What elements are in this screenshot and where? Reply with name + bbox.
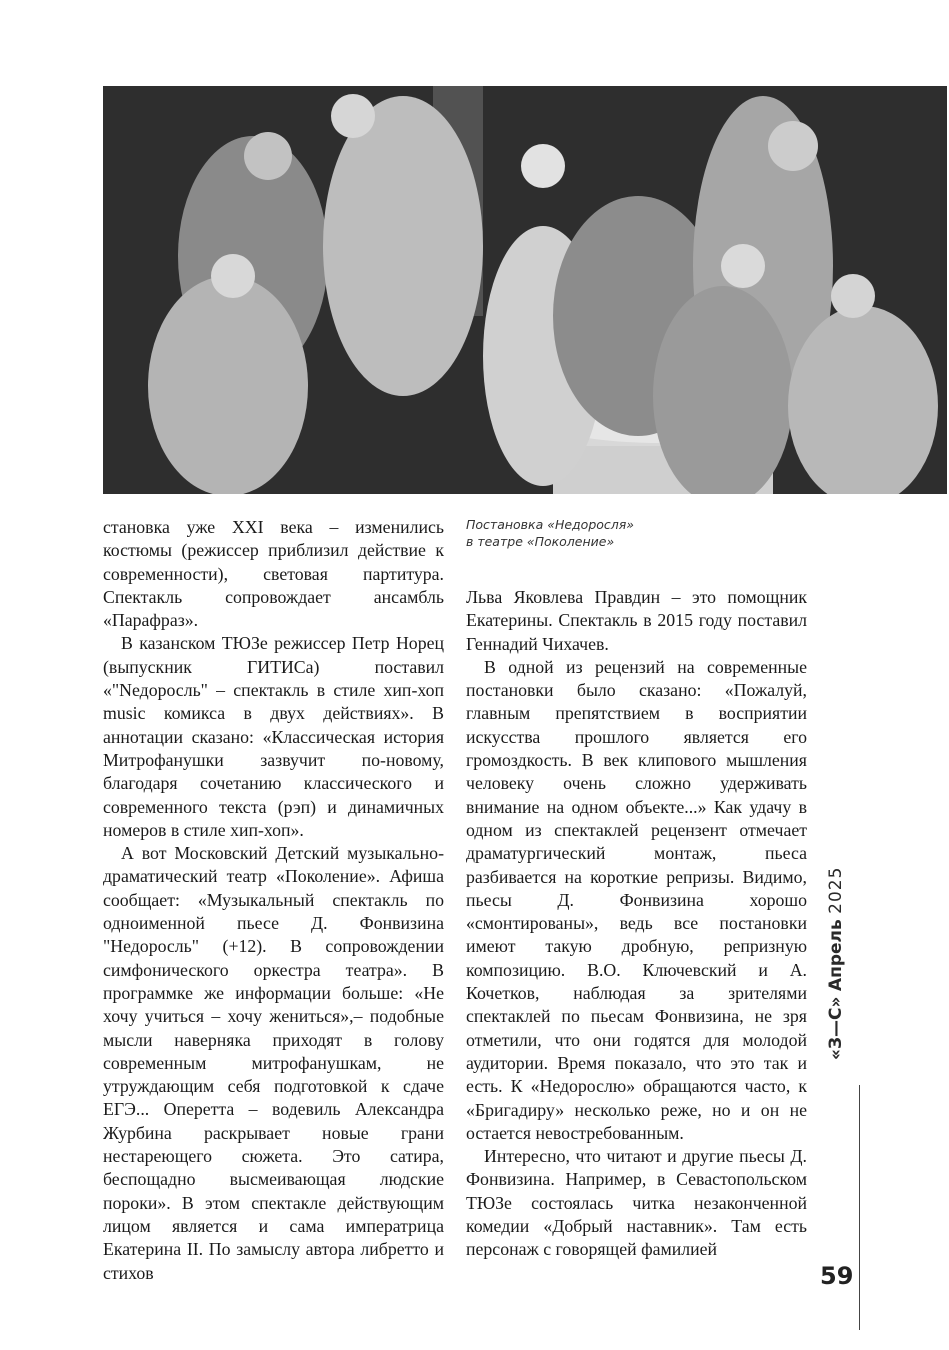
issue-month: Апрель <box>826 919 846 992</box>
left-text-column <box>103 516 444 1285</box>
photo-illustration <box>103 86 947 494</box>
theatre-photo <box>103 86 947 494</box>
paragraph: Льва Яковлева Правдин – это помощник Екатерины. Спектакль в 2015 году поставил Геннадий Чихачев. <box>466 587 807 654</box>
page-number: 59 <box>820 1262 854 1290</box>
caption-line-2: в театре «Поколение» <box>466 534 615 549</box>
photo-caption <box>466 516 726 550</box>
paragraph: А вот Московский Детский музыкально-драматический театр «Поколение». Афиша сообщает: «Музыкальный спектакль по одноименной пьесе Д. Фонвизина "Недоросль" (+12). В сопровождении симфонического оркестра театра». В программке же информации больше: «Не хочу учиться – хочу жениться»,– подобные мысли наверняка приходят в голову современным митрофанушкам, не утруждающим себя подготовкой к сдаче ЕГЭ... Оперетта – водевиль Александра Журбина раскрывает новые грани нестареющего сюжета. Это сатира, беспощадно высмеивающая людские пороки». В этом спектакле действующим лицом является и сама императрица Екатерина II. По замыслу автора либретто и стихов <box>103 843 444 1283</box>
paragraph: В казанском ТЮЗе режиссер Петр Норец (выпускник ГИТИСа) поставил «"Nедоросль" – спектакль в стиле хип-хоп music комикса в двух действиях». В аннотации сказано: «Классическая история Митрофанушки зазвучит по-новому, благодаря сочетанию классического и современного текста (рэп) и динамичных номеров в стиле хип-хоп». <box>103 633 444 840</box>
journal-sidebar-label <box>826 830 850 1060</box>
paragraph: В одной из рецензий на современные постановки было сказано: «Пожалуй, главным препятствием в восприятии искусства прошлого является его громоздкость. В век клипового мышления человеку очень сложно удерживать внимание на одном объекте...» Как удачу в одном из спектаклей рецензент отмечает драматургический монтаж, пьеса разбивается на короткие репризы. Видимо, пьесы Д. Фонвизина хорошо «смонтированы», ведь все постановки имеют такую дробную, репризную композицию. В.О. Ключевский и А. Кочетков, наблюдая за зрителями спектаклей по пьесам Фонвизина, не зря отметили, что они годятся для молодой аудитории. Время показало, что это так и есть. К «Недорослю» обращаются часто, к «Бригадиру» несколько реже, но и он не остается невостребованным. <box>466 656 807 1143</box>
right-text-column <box>466 586 807 1262</box>
issue-year: 2025 <box>826 866 846 914</box>
sidebar-divider <box>859 1085 860 1330</box>
caption-line-1: Постановка «Недоросля» <box>466 517 635 532</box>
paragraph: становка уже XXI века – изменились костюмы (режиссер приблизил действие к современности), световая партитура. Спектакль сопровождает ансамбль «Парафраз». <box>103 517 444 631</box>
magazine-name: «З—С» <box>826 996 846 1060</box>
paragraph: Интересно, что читают и другие пьесы Д. Фонвизина. Например, в Севастопольском ТЮЗе состоялась читка незаконченной комедии «Добрый наставник». Там есть персонаж с говорящей фамилией <box>466 1146 807 1260</box>
